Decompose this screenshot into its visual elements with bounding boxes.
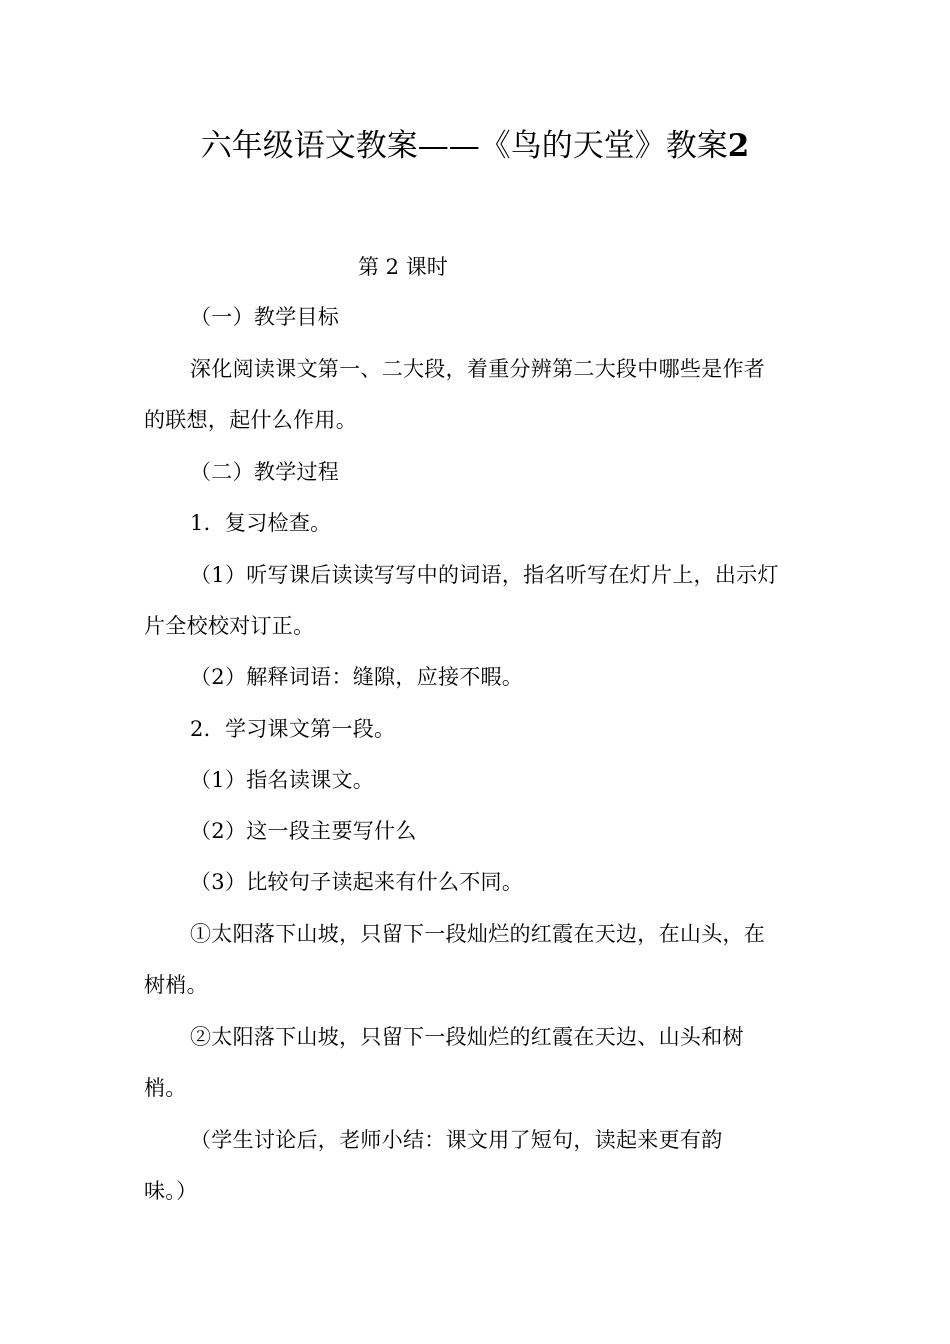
paragraph-line: 片全校校对订正。 [144,614,315,638]
example-sentence: ②太阳落下山坡，只留下一段灿烂的红霞在天边、山头和树 [190,1025,744,1049]
paragraph-line: 味。） [144,1179,198,1203]
list-item: （1）听写课后读读写写中的词语，指名听写在灯片上，出示灯 [190,563,779,587]
section-heading-process: （二）教学过程 [190,460,340,484]
title-main: 六年级语文教案——《鸟的天堂》教案 [200,128,728,164]
list-item: （2）这一段主要写什么 [190,819,417,843]
paragraph-line: 深化阅读课文第一、二大段，着重分辨第二大段中哪些是作者 [190,357,766,381]
summary-note: （学生讨论后，老师小结：课文用了短句，读起来更有韵 [190,1128,723,1152]
list-item: （3）比较句子读起来有什么不同。 [190,870,524,894]
example-sentence: ①太阳落下山坡，只留下一段灿烂的红霞在天边，在山头，在 [190,922,766,946]
title-number: 2 [727,128,750,164]
paragraph-line: 的联想，起什么作用。 [144,408,357,432]
paragraph-line: 树梢。 [144,973,208,997]
list-item: 2．学习课文第一段。 [190,717,396,741]
lesson-label: 第 2 课时 [358,255,448,279]
section-heading-goals: （一）教学目标 [190,305,340,329]
list-item: 1．复习检查。 [190,511,332,535]
list-item: （1）指名读课文。 [190,768,375,792]
page-title [0,124,950,168]
paragraph-line: 梢。 [144,1076,187,1100]
list-item: （2）解释词语：缝隙，应接不暇。 [190,665,524,689]
